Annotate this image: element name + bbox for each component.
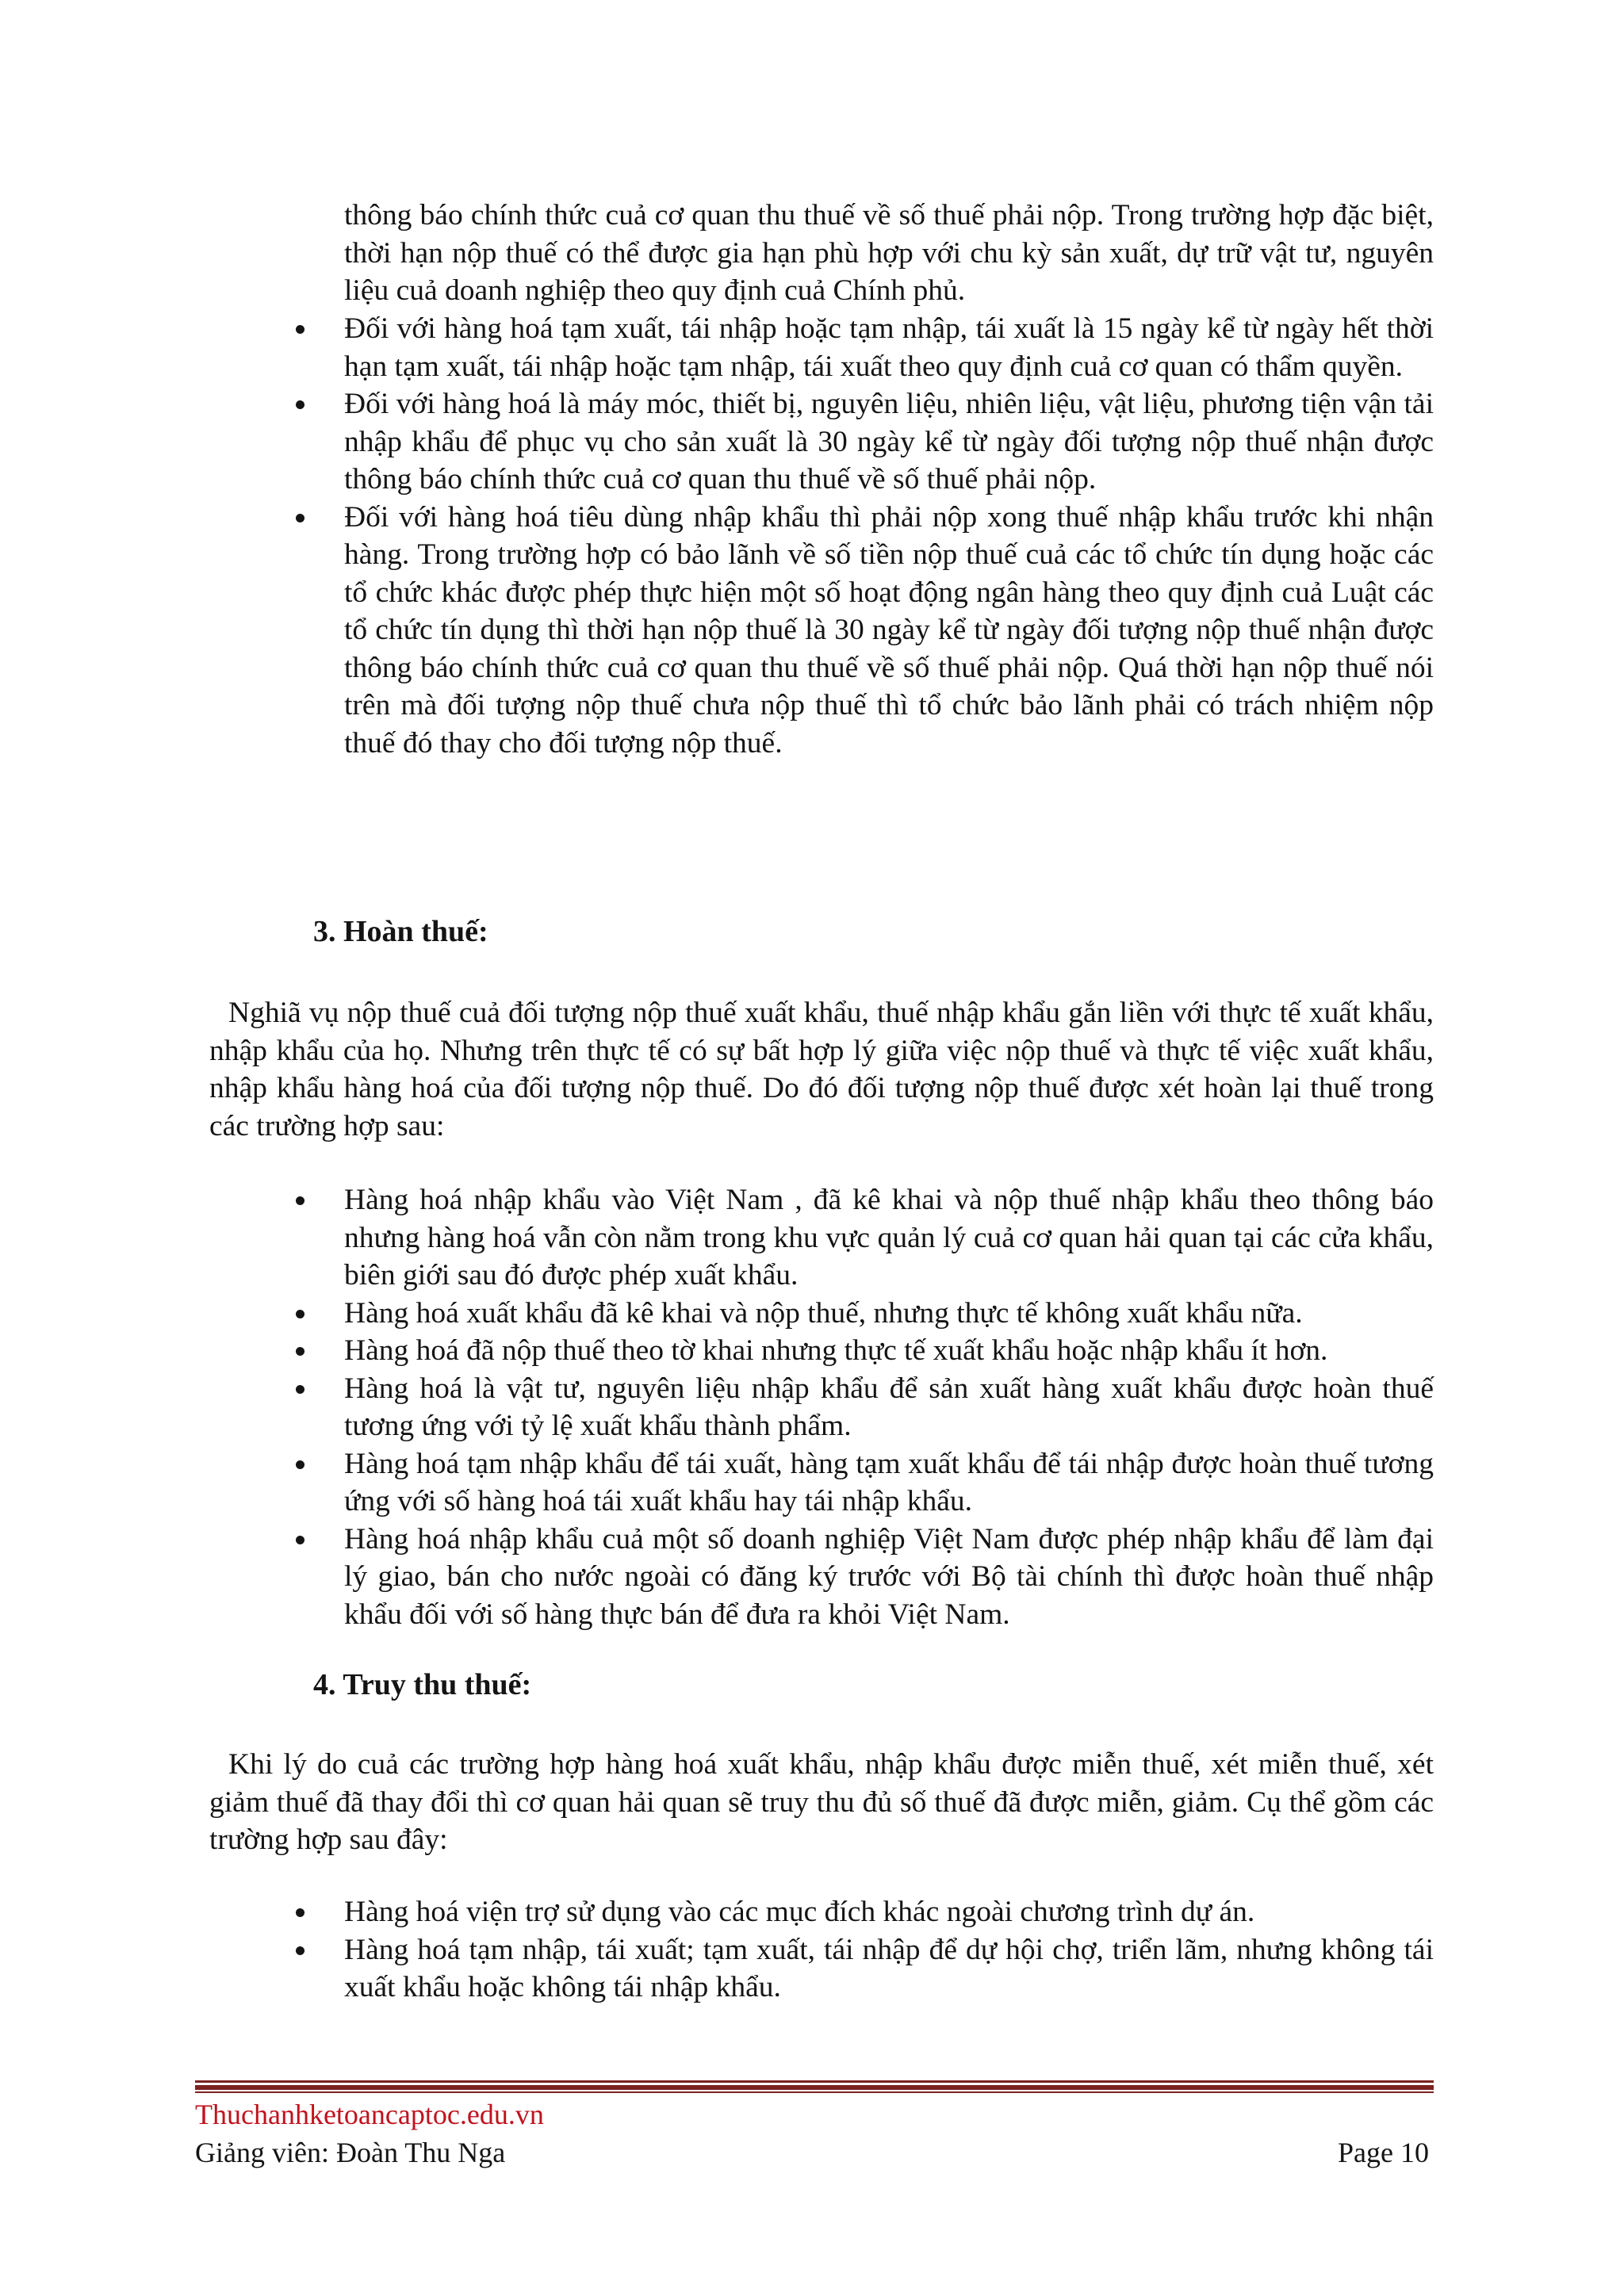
bullet-icon xyxy=(296,325,304,334)
bullet-icon xyxy=(296,1196,304,1205)
tax-recovery-paragraph: Khi lý do cuả các trường hợp hàng hoá xuất khẩu, nhập khẩu được miễn thuế, xét miễn thuế, xét giảm thuế đã thay đổi thì cơ quan hải quan sẽ truy thu đủ số thuế đã được miễn, giảm. Cụ thể gồm các trường hợp sau đây: xyxy=(209,1748,1434,1856)
bullet-icon xyxy=(296,1536,304,1544)
section-heading-refund: 3. Hoàn thuế: xyxy=(313,915,488,948)
list-item: Đối với hàng hoá tạm xuất, tái nhập hoặc tạm nhập, tái xuất là 15 ngày kể từ ngày hết thời hạn tạm xuất, tái nhập hoặc tạm nhập, tái xuất theo quy định cuả cơ quan có thẩm quyền. xyxy=(0,310,1434,385)
tax-recovery-cases-list xyxy=(0,1893,1624,2007)
continued-paragraph xyxy=(344,197,1434,310)
bullet-icon xyxy=(296,1385,304,1394)
list-item: Hàng hoá là vật tư, nguyên liệu nhập khẩu để sản xuất hàng xuất khẩu được hoàn thuế tương ứng với tỷ lệ xuất khẩu thành phẩm. xyxy=(0,1370,1434,1445)
list-item: Hàng hoá nhập khẩu vào Việt Nam , đã kê khai và nộp thuế nhập khẩu theo thông báo nhưng hàng hoá vẫn còn nằm trong khu vực quản lý cuả cơ quan hải quan tại các cửa khẩu, biên giới sau đó được phép xuất khẩu. xyxy=(0,1181,1434,1295)
bullet-icon xyxy=(296,1310,304,1318)
section-heading-tax-recovery: 4. Truy thu thuế: xyxy=(313,1668,532,1701)
list-item: Hàng hoá đã nộp thuế theo tờ khai nhưng thực tế xuất khẩu hoặc nhập khẩu ít hơn. xyxy=(0,1332,1434,1370)
bullet-icon xyxy=(296,1946,304,1955)
footer-website-link[interactable]: Thuchanhketoancaptoc.edu.vn xyxy=(195,2099,544,2130)
bullet-icon xyxy=(296,1908,304,1917)
list-item: Hàng hoá xuất khẩu đã kê khai và nộp thuế, nhưng thực tế không xuất khẩu nữa. xyxy=(0,1295,1434,1333)
list-item: Hàng hoá nhập khẩu cuả một số doanh nghiệp Việt Nam được phép nhập khẩu để làm đại lý giao, bán cho nước ngoài có đăng ký trước với Bộ tài chính thì được hoàn thuế nhập khẩu đối với số hàng thực bán để đưa ra khỏi Việt Nam. xyxy=(0,1521,1434,1634)
text-line: trữ vật tư, nguyên liệu cuả doanh nghiệp theo quy định cuả Chính phủ. xyxy=(344,236,1434,307)
footer-lecturer: Giảng viên: Đoàn Thu Nga xyxy=(195,2137,506,2168)
bullet-icon xyxy=(296,514,304,522)
bullet-icon xyxy=(296,1347,304,1356)
list-item: Hàng hoá tạm nhập khẩu để tái xuất, hàng tạm xuất khẩu để tái nhập được hoàn thuế tương ứng với số hàng hoá tái xuất khẩu hay tái nhập khẩu. xyxy=(0,1445,1434,1521)
list-item: Đối với hàng hoá tiêu dùng nhập khẩu thì phải nộp xong thuế nhập khẩu trước khi nhận hàng. Trong trường hợp có bảo lãnh về số tiền nộp thuế cuả các tổ chức tín dụng hoặc các tổ chức khác được phép thực hiện một số hoạt động ngân hàng theo quy định cuả Luật các tổ chức tín dụng thì thời hạn nộp thuế là 30 ngày kể từ ngày đối tượng nộp thuế nhận được thông báo chính thức cuả cơ quan thu thuế về số thuế phải nộp. Quá thời hạn nộp thuế nói trên mà đối tượng nộp thuế chưa nộp thuế thì tổ chức bảo lãnh phải có trách nhiệm nộp thuế đó thay cho đối tượng nộp thuế. xyxy=(0,499,1434,763)
bullet-icon xyxy=(296,1460,304,1469)
text-line: đặc biệt, thời hạn nộp thuế có thể được gia hạn phù hợp với chu kỳ sản xuất, dự xyxy=(344,199,1434,270)
refund-paragraph: Nghiã vụ nộp thuế cuả đối tượng nộp thuế xuất khẩu, thuế nhập khẩu gắn liền với thực tế xuất khẩu, nhập khẩu của họ. Nhưng trên thực tế có sự bất hợp lý giữa việc nộp thuế và thực tế việc xuất khẩu, nhập khẩu hàng hoá của đối tượng nộp thuế. Do đó đối tượng nộp thuế được xét hoàn lại thuế trong các trường hợp sau: xyxy=(209,997,1434,1142)
payment-deadline-list xyxy=(0,310,1624,762)
refund-cases-list xyxy=(0,1181,1624,1633)
page-number: Page 10 xyxy=(1338,2137,1429,2168)
list-item: Đối với hàng hoá là máy móc, thiết bị, nguyên liệu, nhiên liệu, vật liệu, phương tiện vận tải nhập khẩu để phục vụ cho sản xuất là 30 ngày kể từ ngày đối tượng nộp thuế nhận được thông báo chính thức cuả cơ quan thu thuế về số thuế phải nộp. xyxy=(0,385,1434,499)
bullet-icon xyxy=(296,400,304,409)
text-line: thông báo chính thức cuả cơ quan thu thuế về số thuế phải nộp. Trong trường hợp xyxy=(344,199,1325,232)
list-item: Hàng hoá tạm nhập, tái xuất; tạm xuất, tái nhập để dự hội chợ, triển lãm, nhưng không tái xuất khẩu hoặc không tái nhập khẩu. xyxy=(0,1931,1434,2007)
list-item: Hàng hoá viện trợ sử dụng vào các mục đích khác ngoài chương trình dự án. xyxy=(0,1893,1434,1931)
